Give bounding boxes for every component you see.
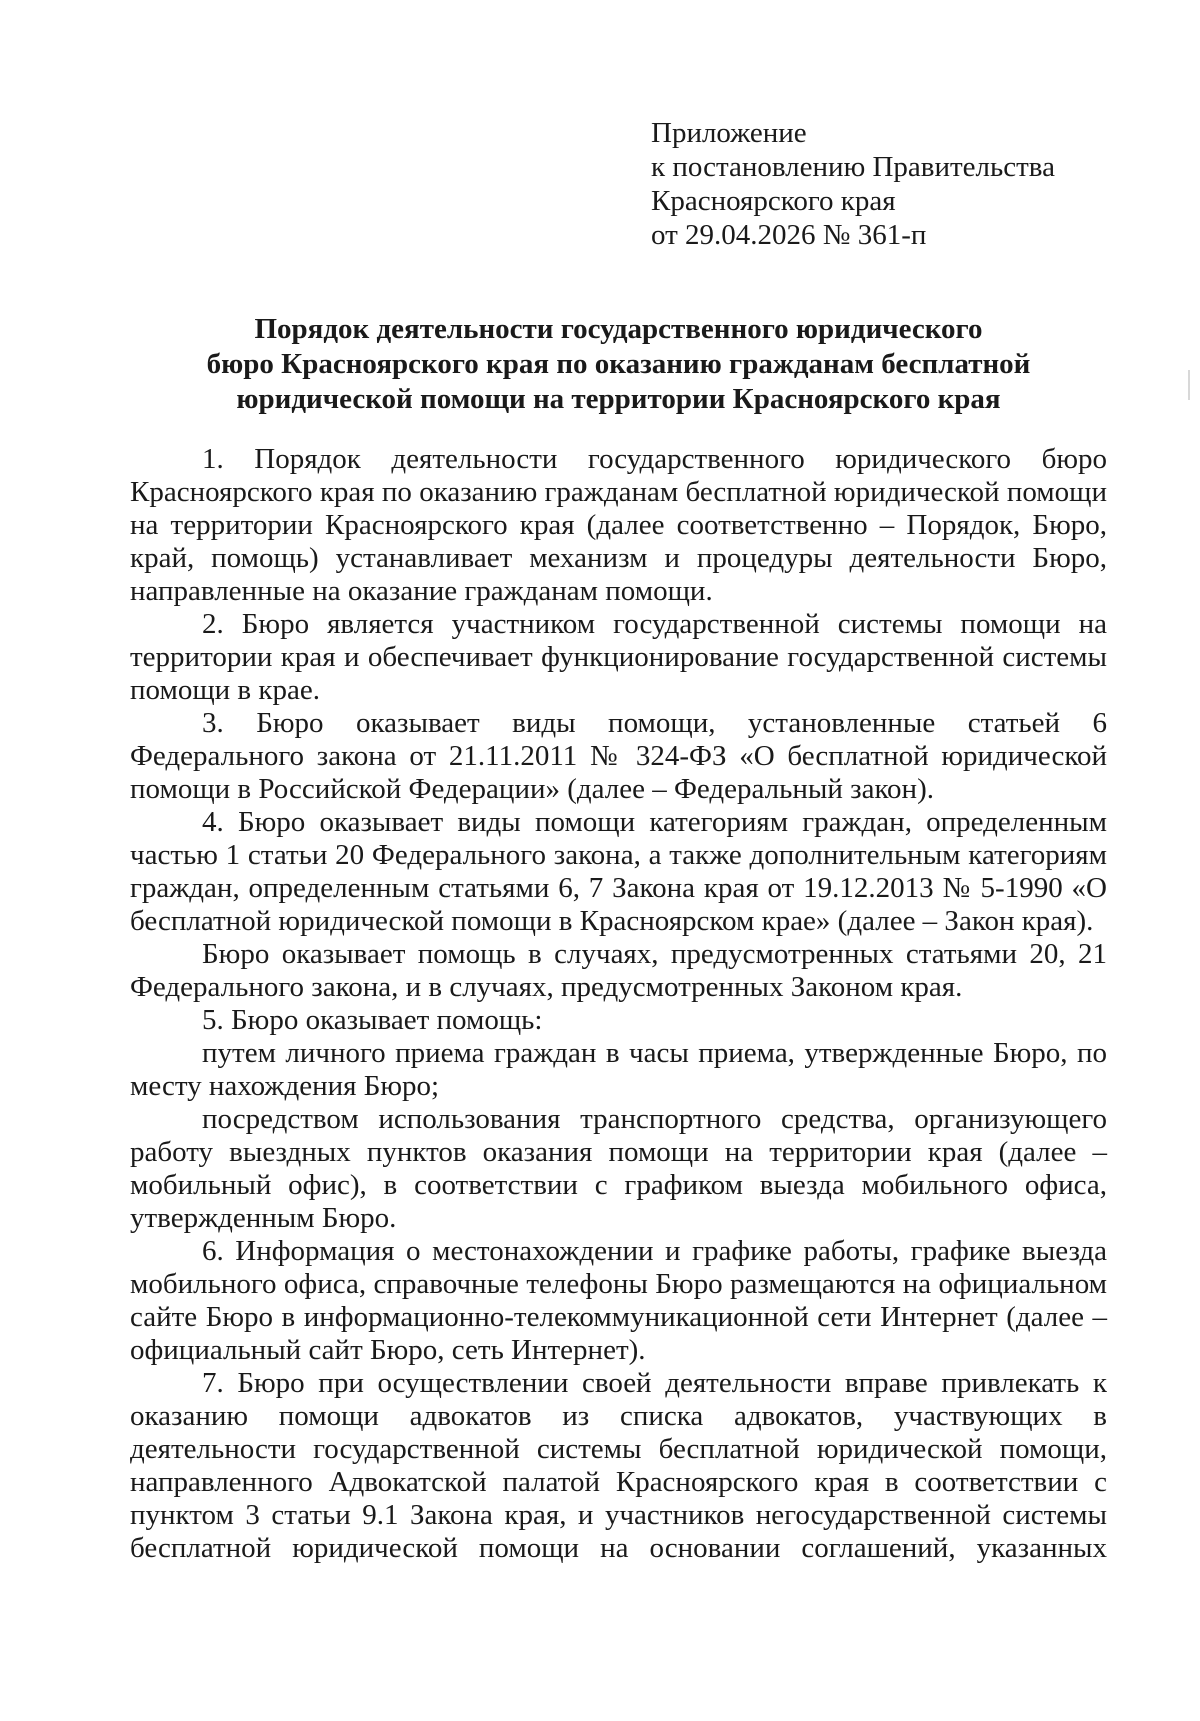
paragraph-2: 2. Бюро является участником государственной системы помощи на территории края и обеспечивает функционирование государственной системы помощи в крае. <box>130 608 1107 706</box>
document-body <box>130 443 1107 1565</box>
paragraph-4-continued: Бюро оказывает помощь в случаях, предусмотренных статьями 20, 21 Федерального закона, и в случаях, предусмотренных Законом края. <box>130 938 1107 1003</box>
paragraph-5: 5. Бюро оказывает помощь: <box>202 1004 543 1036</box>
appendix-date-number: от 29.04.2026 № 361-п <box>651 219 927 251</box>
title-line: юридической помощи на территории Красноярского края <box>236 383 1001 415</box>
appendix-line: Красноярского края <box>651 185 896 217</box>
appendix-block <box>651 116 1055 252</box>
paragraph-4: 4. Бюро оказывает виды помощи категориям граждан, определенным частью 1 статьи 20 Федерального закона, а также дополнительным категориям граждан, определенным статьями 6, 7 Закона края от 19.12.2013 № 5-1990 «О бесплатной юридической помощи в Красноярском крае» (далее – Закон края). <box>130 806 1107 937</box>
scan-edge-mark <box>1188 370 1190 400</box>
paragraph-6: 6. Информация о местонахождении и графике работы, графике выезда мобильного офиса, справочные телефоны Бюро размещаются на официальном сайте Бюро в информационно-телекоммуникационной сети Интернет (далее – официальный сайт Бюро, сеть Интернет). <box>130 1235 1107 1366</box>
document-title <box>130 312 1107 417</box>
paragraph-5-item-1: путем личного приема граждан в часы приема, утвержденные Бюро, по месту нахождения Бюро; <box>130 1037 1107 1102</box>
title-line: бюро Красноярского края по оказанию гражданам бесплатной <box>206 348 1031 380</box>
appendix-line: к постановлению Правительства <box>651 151 1055 183</box>
paragraph-5-item-2: посредством использования транспортного средства, организующего работу выездных пунктов оказания помощи на территории края (далее – мобильный офис), в соответствии с графиком выезда мобильного офиса, утвержденным Бюро. <box>130 1103 1107 1234</box>
paragraph-1: 1. Порядок деятельности государственного юридического бюро Красноярского края по оказанию гражданам бесплатной юридической помощи на территории Красноярского края (далее соответственно – Порядок, Бюро, край, помощь) устанавливает механизм и процедуры деятельности Бюро, направленные на оказание гражданам помощи. <box>130 443 1107 607</box>
appendix-line: Приложение <box>651 117 807 149</box>
paragraph-3: 3. Бюро оказывает виды помощи, установленные статьей 6 Федерального закона от 21.11.2011 № 324-ФЗ «О бесплатной юридической помощи в Российской Федерации» (далее – Федеральный закон). <box>130 707 1107 805</box>
paragraph-7: 7. Бюро при осуществлении своей деятельности вправе привлекать к оказанию помощи адвокатов из списка адвокатов, участвующих в деятельности государственной системы бесплатной юридической помощи, направленного Адвокатской палатой Красноярского края в соответствии с пунктом 3 статьи 9.1 Закона края, и участников негосударственной системы бесплатной юридической помощи на основании соглашений, указанных <box>130 1367 1107 1564</box>
title-line: Порядок деятельности государственного юридического <box>254 313 983 345</box>
